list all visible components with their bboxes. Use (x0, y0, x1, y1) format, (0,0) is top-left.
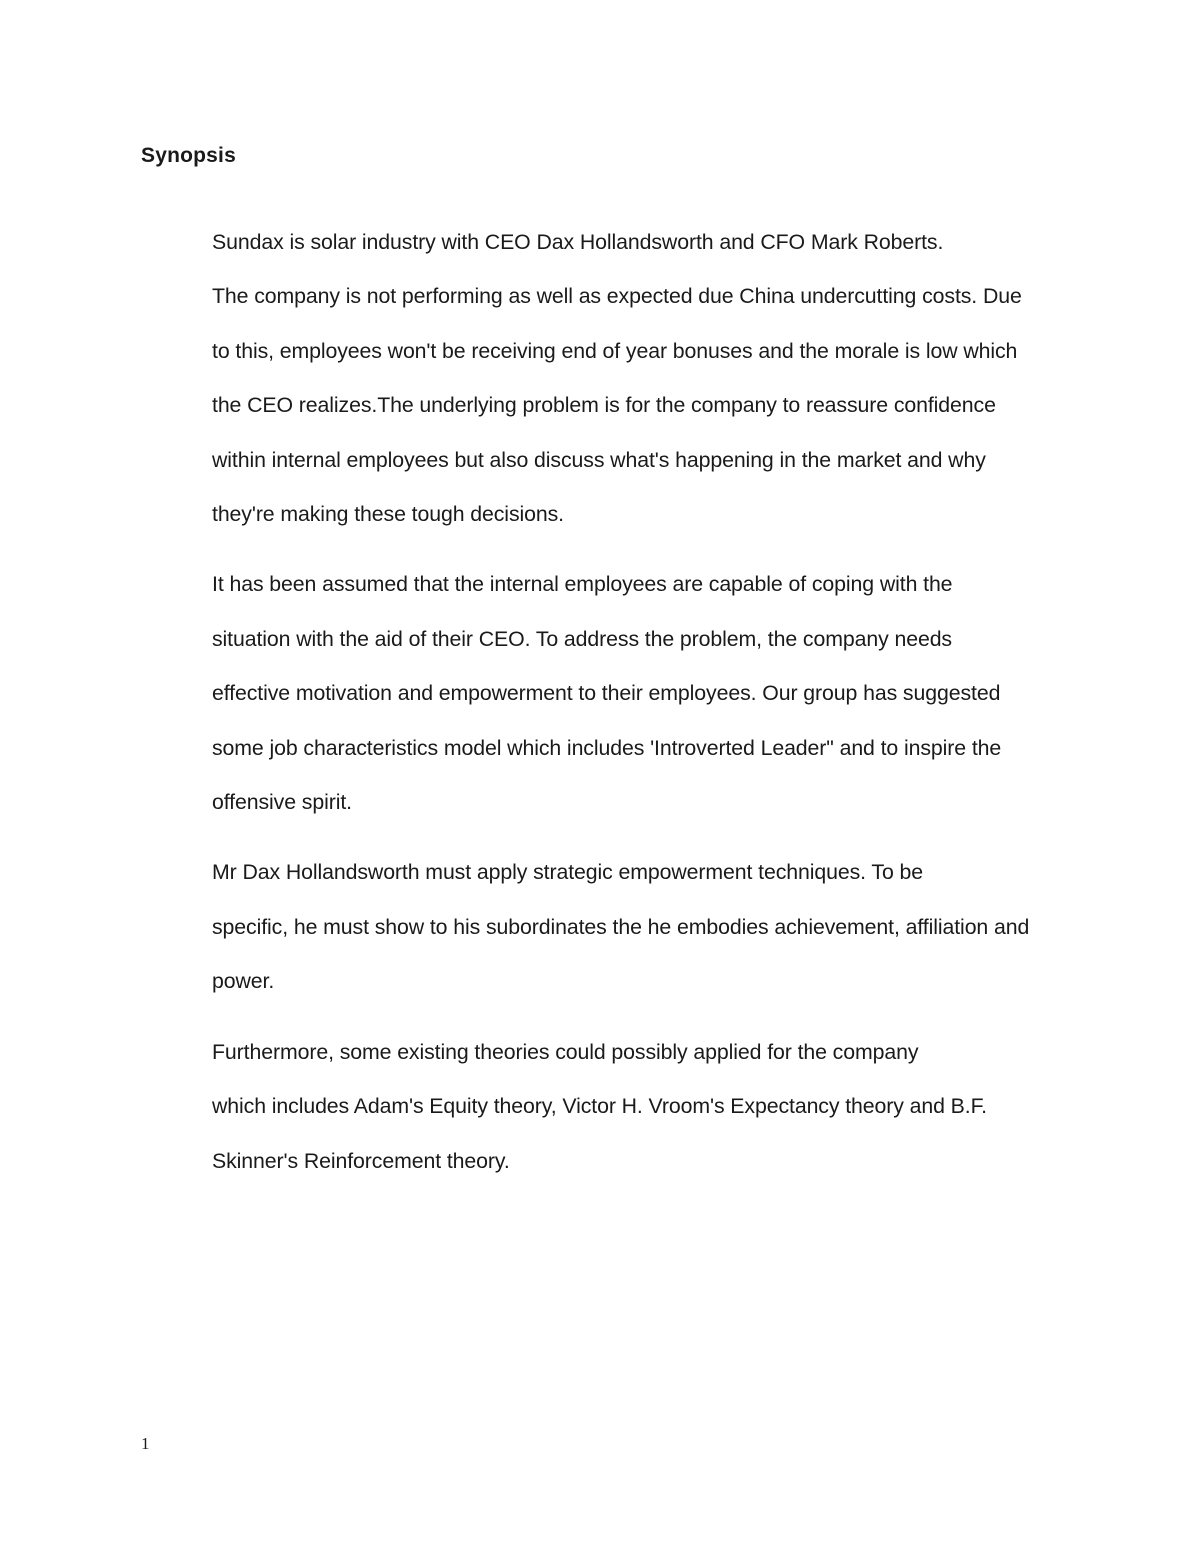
paragraph-line: situation with the aid of their CEO. To address the problem, the company needs (212, 626, 952, 651)
paragraph-line: Sundax is solar industry with CEO Dax Hollandsworth and CFO Mark Roberts. (212, 230, 944, 254)
paragraph-line: offensive spirit. (212, 790, 352, 815)
paragraph-line: specific, he must show to his subordinates the he embodies achievement, affiliation and (212, 914, 1030, 939)
paragraph-4 (141, 1025, 1061, 1188)
paragraph-line: the CEO realizes.The underlying problem is for the company to reassure confidence (212, 393, 996, 418)
paragraph-line: effective motivation and empowerment to their employees. Our group has suggested (212, 681, 1001, 706)
paragraph-line: Furthermore, some existing theories could possibly applied for the company (212, 1039, 919, 1064)
paragraph-line: which includes Adam's Equity theory, Victor H. Vroom's Expectancy theory and B.F. (212, 1094, 987, 1119)
paragraph-line: they're making these tough decisions. (212, 502, 564, 527)
paragraph-1 (141, 215, 1061, 541)
paragraph-line: The company is not performing as well as expected due China undercutting costs. Due (212, 284, 1022, 309)
paragraph-line: power. (212, 969, 275, 994)
paragraph-line: within internal employees but also discuss what's happening in the market and why (212, 447, 986, 472)
page-number: 1 (141, 1434, 150, 1453)
section-heading: Synopsis (141, 144, 236, 167)
paragraph-line: to this, employees won't be receiving end of year bonuses and the morale is low which (212, 338, 1018, 363)
paragraph-line: some job characteristics model which includes 'Introverted Leader" and to inspire the (212, 735, 1002, 760)
paragraph-line: Mr Dax Hollandsworth must apply strategic empowerment techniques. To be (212, 860, 924, 885)
paragraph-line: Skinner's Reinforcement theory. (212, 1148, 510, 1173)
paragraph-line: It has been assumed that the internal employees are capable of coping with the (212, 572, 953, 597)
paragraph-2 (141, 557, 1061, 829)
paragraph-3 (141, 845, 1061, 1008)
document-body (141, 140, 1061, 1204)
